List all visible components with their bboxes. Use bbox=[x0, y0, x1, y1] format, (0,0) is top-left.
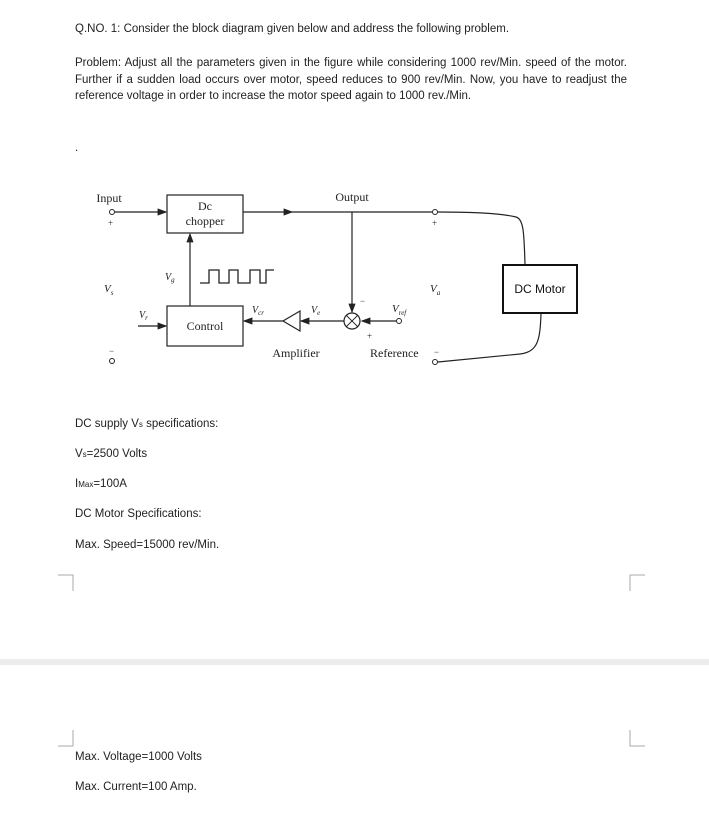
page-corner-mark-top-left bbox=[56, 573, 76, 593]
motor-max-speed: Max. Speed=15000 rev/Min. bbox=[75, 539, 220, 551]
va-label: $V_a$ bbox=[430, 283, 441, 297]
page-corner-mark-bottom-left bbox=[56, 728, 76, 748]
output-minus: − bbox=[434, 347, 440, 357]
vcr-label: $V_{cr}$ bbox=[252, 305, 264, 317]
supply-vs: Vs=2500 Volts bbox=[75, 448, 148, 460]
chopper-label-1: Dc bbox=[198, 199, 212, 213]
input-minus: − bbox=[109, 346, 115, 356]
comparator-plus: + bbox=[367, 331, 373, 341]
control-label: Control bbox=[186, 319, 224, 333]
vg-label: $V_g$ bbox=[165, 272, 175, 284]
motor-wire-top bbox=[438, 212, 525, 264]
pulse-waveform bbox=[200, 270, 274, 283]
input-plus: + bbox=[108, 218, 114, 228]
stray-dot: . bbox=[75, 142, 79, 154]
page-separator bbox=[0, 659, 709, 665]
input-terminal-bottom bbox=[110, 359, 115, 364]
block-diagram bbox=[0, 0, 709, 400]
output-terminal-bottom bbox=[433, 360, 438, 365]
reference-terminal bbox=[397, 319, 402, 324]
page-corner-mark-top-right bbox=[627, 573, 647, 593]
input-terminal-top bbox=[110, 210, 115, 215]
output-terminal-top bbox=[433, 210, 438, 215]
amplifier-label: Amplifier bbox=[272, 346, 320, 360]
amplifier-triangle bbox=[283, 311, 300, 331]
vr-label: $V_r$ bbox=[139, 310, 148, 322]
question-title: Q.NO. 1: Consider the block diagram given below and address the following problem. bbox=[75, 23, 510, 35]
motor-spec-heading: DC Motor Specifications: bbox=[75, 508, 202, 520]
vs-label: $V_s$ bbox=[104, 283, 114, 297]
output-label: Output bbox=[335, 190, 369, 204]
chopper-label-2: chopper bbox=[185, 214, 225, 228]
output-plus: + bbox=[432, 218, 438, 228]
reference-label: Reference bbox=[370, 346, 419, 360]
page-corner-mark-bottom-right bbox=[627, 728, 647, 748]
supply-imax: IMax=100A bbox=[75, 478, 127, 490]
dc-motor-box: DC Motor bbox=[502, 264, 578, 314]
ve-label: $V_e$ bbox=[311, 305, 321, 317]
input-label: Input bbox=[96, 191, 122, 205]
comparator-minus: − bbox=[360, 296, 366, 306]
problem-text: Problem: Adjust all the parameters given in the figure while considering 1000 rev/Min. speed of the motor. Further if a sudden load occurs over motor, speed reduces to 900 rev/Min. Now, you have to readjust the reference voltage in order to increase the motor speed again to 1000 rev./Min. bbox=[75, 57, 627, 102]
supply-heading: DC supply Vs specifications: bbox=[75, 418, 219, 430]
motor-wire-bottom bbox=[438, 314, 541, 362]
vref-label: $V_{ref}$ bbox=[392, 303, 407, 317]
motor-max-voltage: Max. Voltage=1000 Volts bbox=[75, 751, 202, 763]
motor-max-current: Max. Current=100 Amp. bbox=[75, 781, 197, 793]
